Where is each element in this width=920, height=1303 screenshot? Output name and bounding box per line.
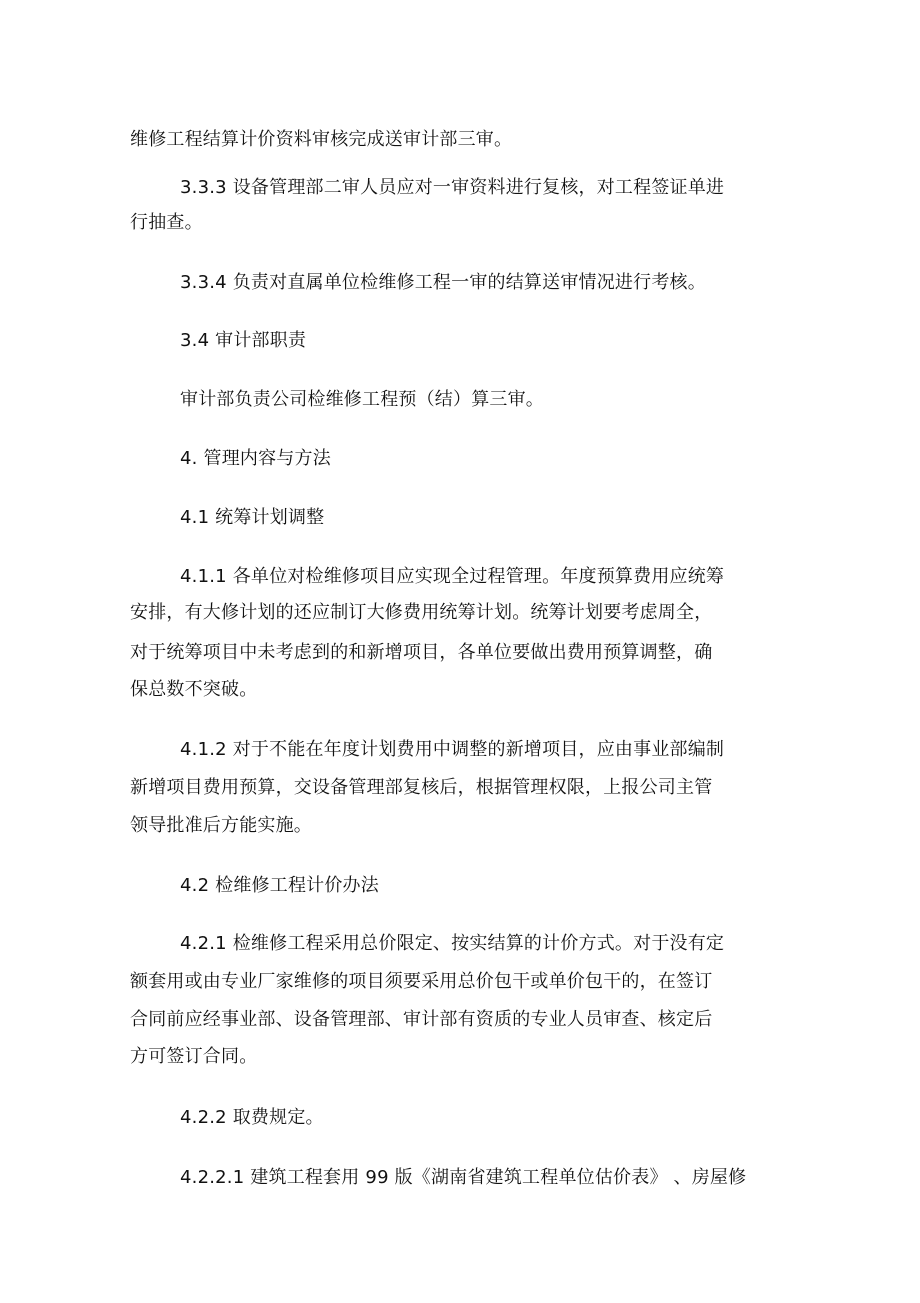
text-line: 方可签订合同。 [130, 1046, 258, 1067]
text-line: 对于统筹项目中未考虑到的和新增项目，各单位要做出费用预算调整，确 [130, 642, 713, 663]
text-line: 合同前应经事业部、设备管理部、审计部有资质的专业人员审查、核定后 [130, 1009, 713, 1030]
text-line: 新增项目费用预算，交设备管理部复核后，根据管理权限，上报公司主管 [130, 777, 713, 798]
text-line: 4.2 检维修工程计价办法 [180, 875, 379, 896]
text-line: 3.4 审计部职责 [180, 330, 307, 351]
text-line: 4.1 统筹计划调整 [180, 507, 325, 528]
text-line: 3.3.3 设备管理部二审人员应对一审资料进行复核，对工程签证单进 [180, 177, 725, 198]
text-line: 4.2.2.1 建筑工程套用 99 版《湖南省建筑工程单位估价表》 、房屋修 [180, 1167, 747, 1188]
text-line: 维修工程结算计价资料审核完成送审计部三审。 [130, 129, 513, 150]
text-line: 行抽查。 [130, 212, 203, 233]
text-line: 4.2.2 取费规定。 [180, 1107, 324, 1128]
text-line: 安排，有大修计划的还应制订大修费用统筹计划。统筹计划要考虑周全， [130, 602, 713, 623]
text-line: 3.3.4 负责对直属单位检维修工程一审的结算送审情况进行考核。 [180, 272, 706, 293]
text-line: 4.2.1 检维修工程采用总价限定、按实结算的计价方式。对于没有定 [180, 933, 725, 954]
text-line: 审计部负责公司检维修工程预（结）算三审。 [180, 389, 544, 410]
text-line: 保总数不突破。 [130, 679, 258, 700]
text-line: 4. 管理内容与方法 [180, 448, 331, 469]
text-line: 4.1.2 对于不能在年度计划费用中调整的新增项目，应由事业部编制 [180, 739, 725, 760]
text-line: 4.1.1 各单位对检维修项目应实现全过程管理。年度预算费用应统筹 [180, 566, 725, 587]
text-line: 额套用或由专业厂家维修的项目须要采用总价包干或单价包干的，在签订 [130, 971, 713, 992]
text-line: 领导批准后方能实施。 [130, 815, 312, 836]
